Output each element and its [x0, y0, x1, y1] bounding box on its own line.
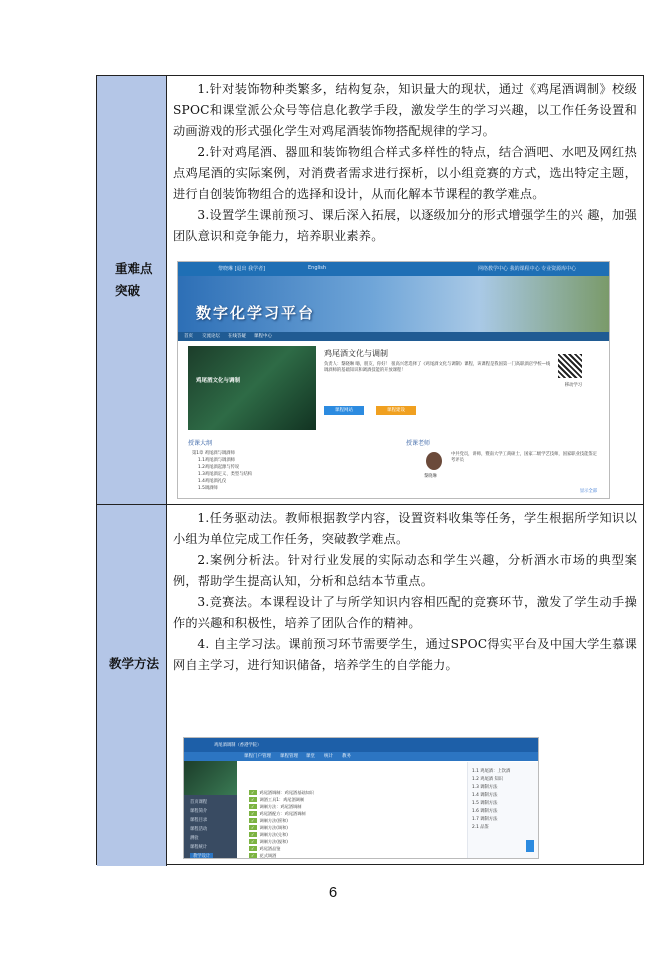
- chapter-item: 1.3 调制方法: [472, 785, 498, 790]
- paragraph: 1.任务驱动法。教师根据教学内容，设置资料收集等任务，学生根据所学知识以小组为单位完成工作任务，突破教学难点。: [173, 511, 637, 546]
- lesson-plan-table: [96, 75, 644, 865]
- outline-title: 授课大纲: [188, 440, 213, 447]
- list-item: ✓ 花式调酒: [251, 853, 277, 858]
- list-item: ✓ 鸡尾酒品鉴: [251, 846, 281, 851]
- admin-title: 鸡尾酒调制（香港学院）: [214, 743, 262, 748]
- thumbnail-title: 鸡尾酒文化与调制: [196, 378, 241, 384]
- paragraph: 1.针对装饰物种类繁多，结构复杂，知识量大的现状，通过《鸡尾酒调制》校级SPOC和课堂派公众号等信息化教学手段，激发学生的学习兴趣，以工作任务设置和动画游戏的形式强化学生对鸡尾酒装饰物搭配规律的学习。: [173, 82, 637, 138]
- outline-item: 1.4鸡尾酒礼仪: [198, 479, 227, 484]
- status-badge: ✓: [251, 797, 255, 802]
- paragraph: 3.竞赛法。本课程设计了与所学知识内容相匹配的竞赛环节，激发了学生动手操作的兴趣和积极性，培养了团队合作的精神。: [173, 595, 637, 630]
- outline-item: 1.5调酒师: [198, 486, 218, 491]
- nav-item: 课程中心: [254, 334, 272, 339]
- teacher-title: 授课老师: [406, 440, 431, 447]
- list-item: ✓ 调制方法(摇和): [251, 818, 288, 823]
- chapter-item: 1.7 调制方法: [472, 817, 498, 822]
- row-label-difficulty: [97, 76, 167, 504]
- status-badge: ✓: [251, 846, 255, 851]
- difficulty-row: [97, 76, 643, 505]
- sidebar-item: 课程活动: [190, 827, 208, 832]
- paragraph: 4. 自主学习法。课前预习环节需要学生，通过SPOC得实平台及中国大学生慕课网自主学习，进行知识储备，培养学生的自学能力。: [173, 637, 637, 672]
- status-badge: ✓: [251, 811, 255, 816]
- outline-item: 1.2鸡尾酒起源与传说: [198, 465, 240, 470]
- status-badge: ✓: [251, 790, 255, 795]
- language-link: English: [308, 265, 327, 271]
- nav-item: 在线答疑: [228, 334, 246, 339]
- qr-code: [558, 354, 582, 378]
- sidebar-item: 课程目录: [190, 818, 208, 823]
- paragraph: 3.设置学生课前预习、课后深入拓展，以逐级加分的形式增强学生的兴 趣，加强团队意识和竞争能力，培养职业素养。: [173, 208, 637, 243]
- status-badge: ✓: [251, 825, 255, 830]
- label-line: 教学方法: [109, 656, 160, 671]
- chapter-item: 1.2 鸡尾酒 知识: [472, 777, 504, 782]
- outline-item: 第1章 鸡尾酒与调酒师: [192, 451, 235, 456]
- course-title: 鸡尾酒文化与调制: [324, 349, 388, 358]
- chapter-item: 1.5 调制方法: [472, 801, 498, 806]
- banner-title: 数字化学习平台: [196, 304, 316, 322]
- admin-main: [239, 762, 468, 858]
- list-item: ✓ 鸡尾酒调制：鸡尾酒基础知识: [251, 790, 314, 795]
- paragraph: 2.针对鸡尾酒、器皿和装饰物组合样式多样性的特点，结合酒吧、水吧及网红热点鸡尾酒的实际案例，对消费者需求进行探析，以小组竞赛的方式，选出特定主题，进行自创装饰物组合的选择和设计，从而化解本节课程的教学难点。: [173, 145, 637, 201]
- outline-item: 1.3鸡尾酒定义、类型与结构: [198, 472, 253, 477]
- row-label-methods: [97, 505, 167, 866]
- admin-tab: 课堂: [306, 754, 315, 759]
- course-admin-screenshot: [183, 737, 539, 859]
- admin-tab: 课程管理: [280, 754, 298, 759]
- admin-tabs: [184, 752, 538, 761]
- list-item: ✓ 调酒工具1：鸡尾酒调制: [251, 797, 305, 802]
- course-thumbnail: [188, 346, 316, 430]
- status-badge: ✓: [251, 818, 255, 823]
- nav-item: 交流论坛: [202, 334, 220, 339]
- sidebar-item: 课程简介: [190, 809, 208, 814]
- sidebar-cover: [184, 761, 237, 795]
- nav-item: 首页: [184, 334, 193, 339]
- admin-tab: 课程门户管理: [244, 754, 271, 759]
- chapter-item: 1.1 鸡尾酒：上饮酒: [472, 769, 511, 774]
- page-number: 6: [328, 884, 338, 901]
- label-line: 突破: [115, 283, 141, 298]
- sidebar-item: 课程统计: [190, 845, 208, 850]
- sidebar-item-active: 教学设计: [190, 853, 213, 859]
- admin-sidebar: [184, 761, 237, 858]
- user-info: 黎晓琳 [退出 我学者]: [218, 266, 266, 272]
- chapter-item: 1.6 调制方法: [472, 809, 498, 814]
- paragraph: 2.案例分析法。针对行业发展的实际动态和学生兴趣，分析酒水市场的典型案例，帮助学生提高认知，分析和总结本节重点。: [173, 553, 637, 588]
- sidebar-item: 首页课程: [190, 800, 208, 805]
- admin-chapter-panel: [467, 762, 538, 858]
- status-badge: ✓: [251, 853, 255, 858]
- chapter-item: 2.1 品鉴: [472, 825, 489, 830]
- qr-label: 移动学习: [564, 383, 582, 388]
- list-item: ✓ 调制方法：鸡尾酒调制: [251, 804, 302, 809]
- admin-topbar: [184, 738, 538, 752]
- admin-tab: 统计: [324, 754, 333, 759]
- methods-row: [97, 505, 643, 866]
- course-card: [188, 346, 588, 431]
- list-item: ✓ 调制方法(调和): [251, 825, 288, 830]
- status-badge: ✓: [251, 804, 255, 809]
- admin-tab: 教务: [342, 754, 351, 759]
- platform-banner: [178, 276, 609, 332]
- outline-item: 1.1鸡尾酒与调酒师: [198, 458, 235, 463]
- side-scroll-icon: [526, 840, 534, 852]
- platform-screenshot: [177, 261, 610, 499]
- course-description: 负责人：黎晓琳 嗨，朋友，你好！ 很高兴您选择了《鸡尾酒文化与调制》课程，该课程是我国第一门高职酒店学校—线调酒师的基础知识和调酒技能的开放课程！: [324, 362, 551, 373]
- platform-nav: [178, 332, 609, 341]
- teacher-section: [406, 438, 601, 498]
- chapter-item: 1.4 调制方法: [472, 793, 498, 798]
- row-content: [173, 79, 637, 247]
- row-content: [173, 508, 637, 676]
- list-item: ✓ 调制方法(兑和): [251, 832, 288, 837]
- top-links: 网络教学中心 我的课程中心 专业资源库中心: [478, 266, 577, 272]
- teacher-name: 黎晓琳: [424, 474, 437, 479]
- sidebar-item: 测验: [190, 836, 199, 841]
- course-build-button: 课程建设: [376, 406, 416, 415]
- list-item: ✓ 调制方法(搅和): [251, 839, 288, 844]
- course-site-button: 课程网站: [324, 406, 364, 415]
- label-line: 重难点: [115, 261, 153, 276]
- teacher-avatar: [426, 452, 442, 470]
- status-badge: ✓: [251, 839, 255, 844]
- show-all-link: 显示全部: [579, 489, 597, 494]
- list-item: ✓ 鸡尾酒配方：鸡尾酒调制: [251, 811, 306, 816]
- platform-topbar: [178, 262, 609, 276]
- teacher-description: 中共党员，讲师，暨南大学工商硕士，国家二级学艺技师，国家职业技能鉴定考评员: [451, 452, 598, 463]
- status-badge: ✓: [251, 832, 255, 837]
